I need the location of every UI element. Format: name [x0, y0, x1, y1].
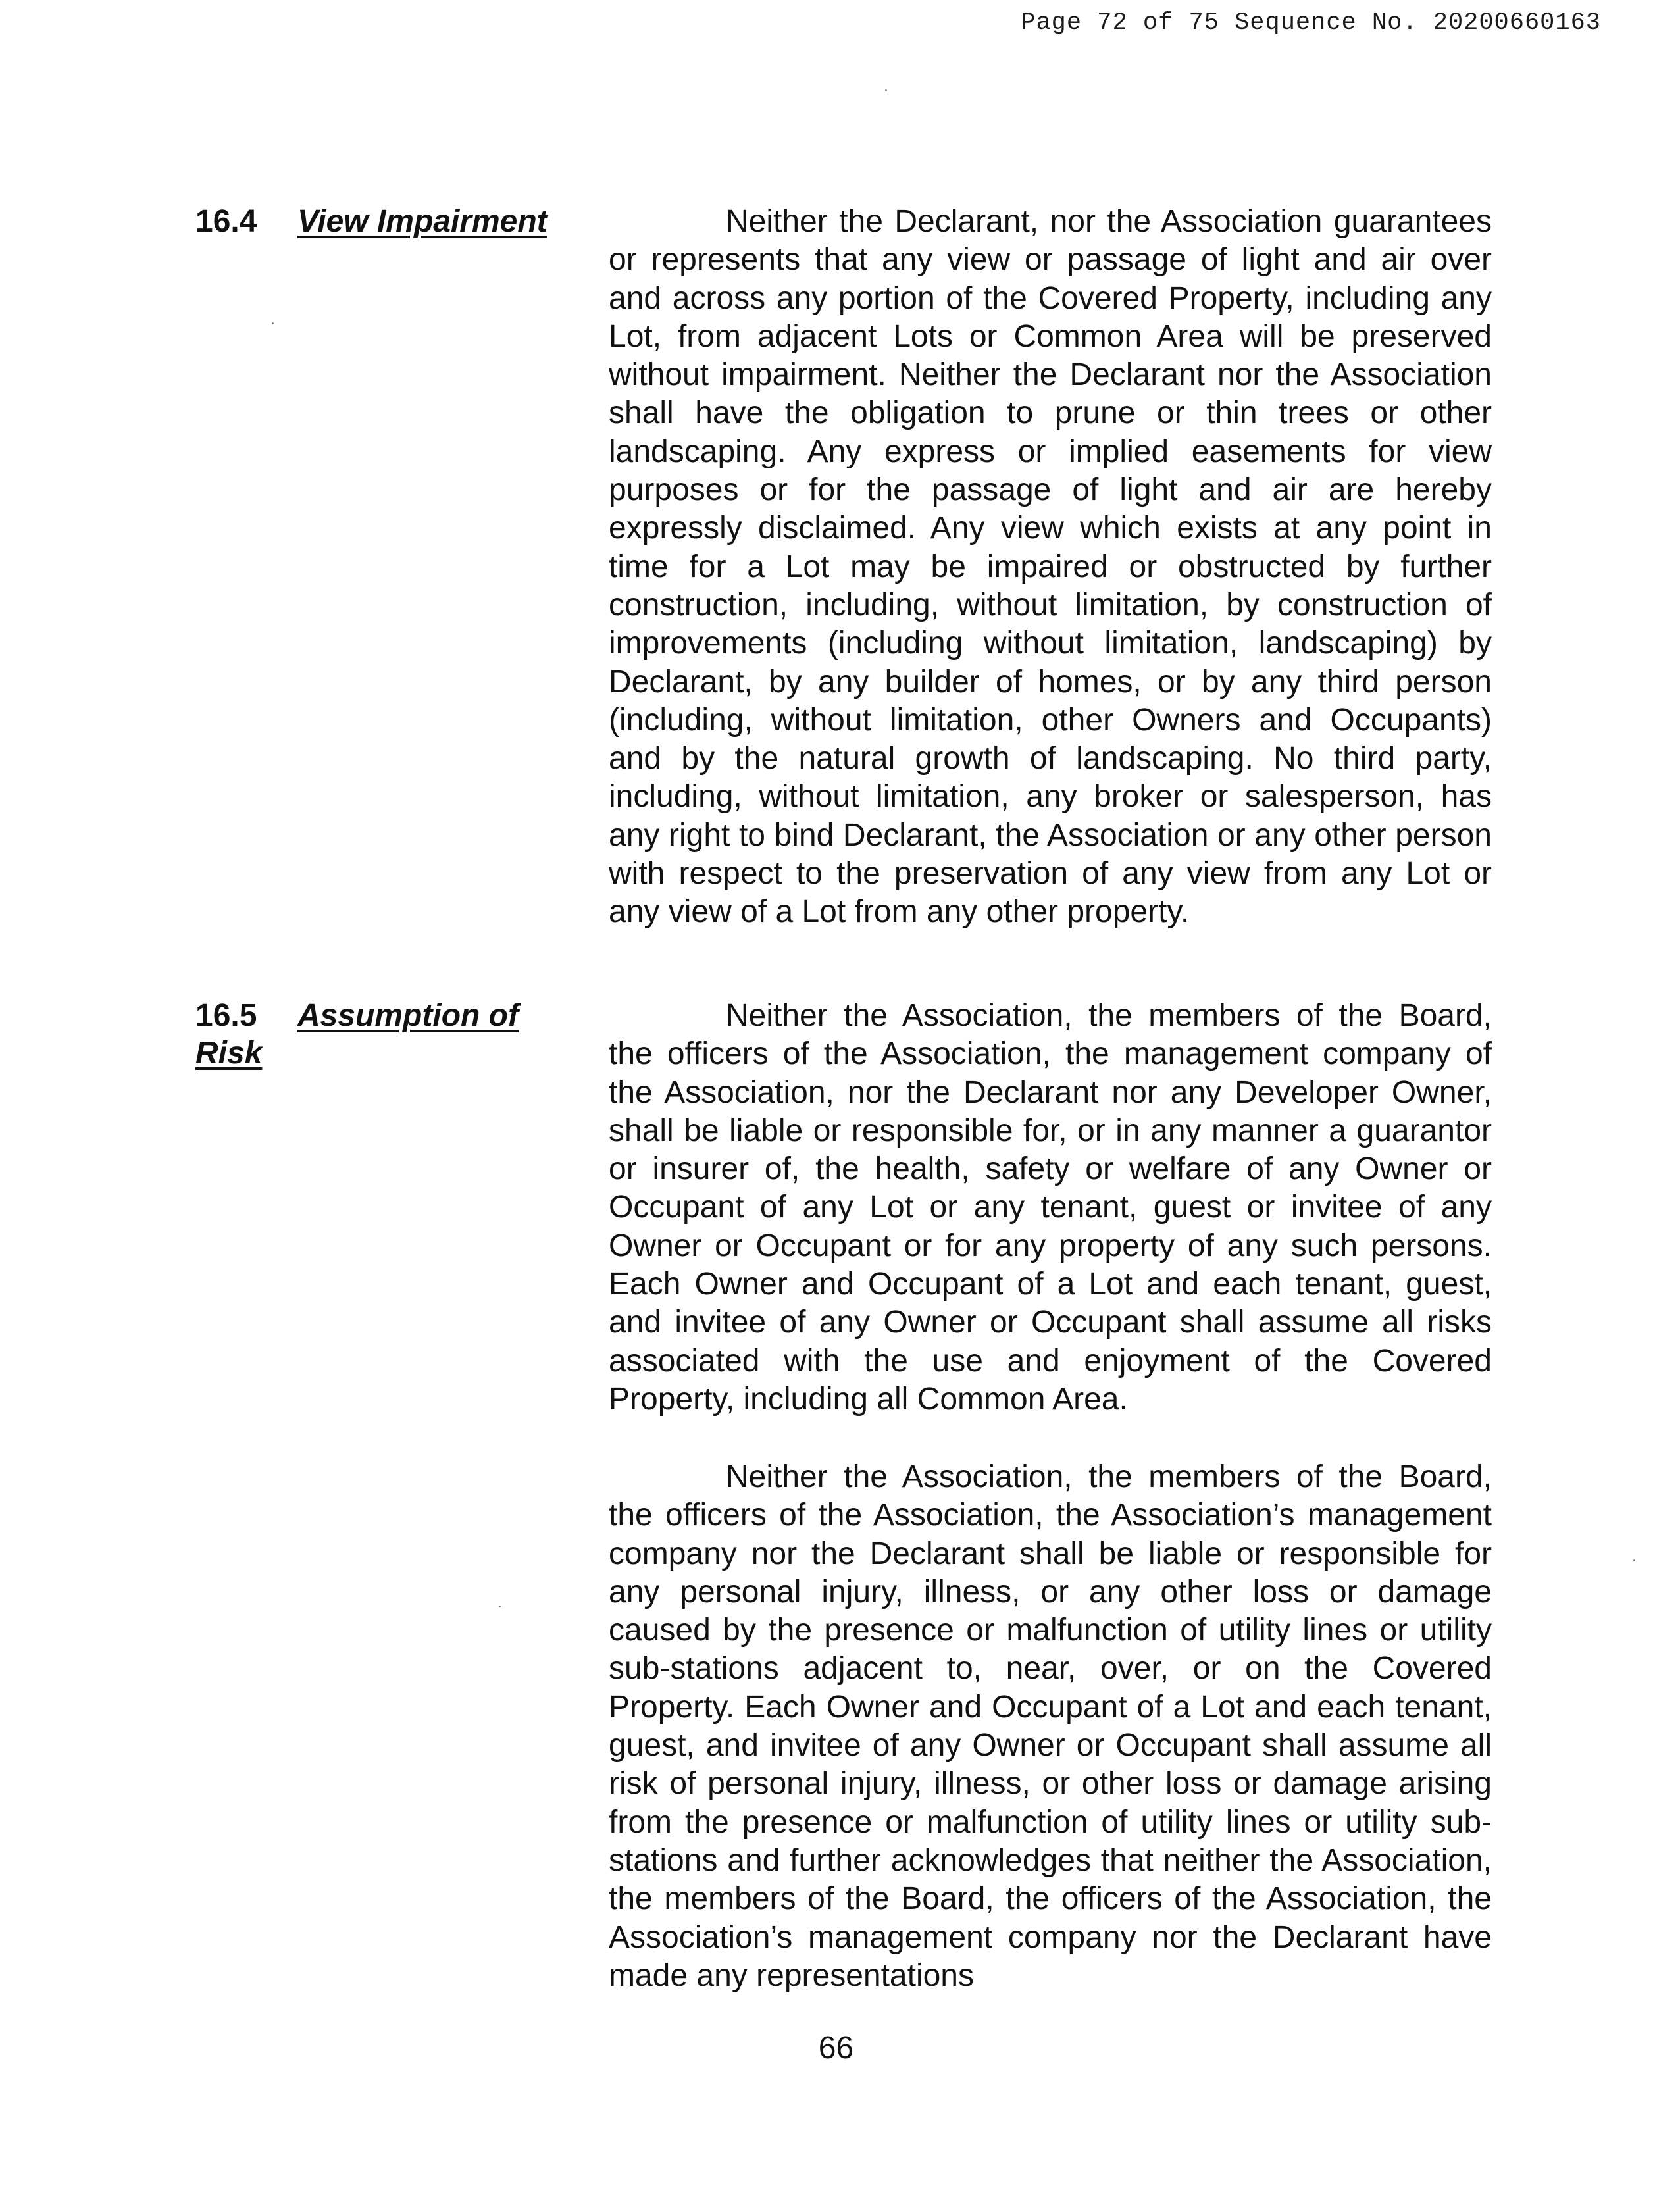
section-paragraph: [609, 997, 1492, 1419]
paragraph-text: Neither the Association, the members of the Board, the officers of the Association, the management company of the Association, nor the Declarant nor any Developer Owner, shall be liable or responsible for, or in any manner a guarantor or insurer of, the health, safety or welfare of any Owner or Occupant of any Lot or any tenant, guest or invitee of any Owner or Occupant or for any property of any such persons. Each Owner and Occupant of a Lot and each tenant, guest, and invitee of any Owner or Occupant shall assume all risks associated with the use and enjoyment of the Covered Property, including all Common Area.: [609, 998, 1492, 1417]
scan-speck: [1633, 1559, 1635, 1561]
page-number-text: 66: [818, 2031, 854, 2065]
section-title: Assumption of Risk: [195, 998, 519, 1071]
scan-speck: [499, 1606, 501, 1607]
section-paragraph: [609, 203, 1492, 932]
section-title: View Impairment: [297, 204, 547, 239]
page-number: [0, 2030, 1680, 2066]
paragraph-text: Neither the Declarant, nor the Association guarantees or represents that any view or passage of light and air over and across any portion of the Covered Property, including any Lot, from adjacent Lots or Common Area will be preserved without impairment. Neither the Declarant nor the Association shall have the obligation to prune or thin trees or other landscaping. Any express or implied easements for view purposes or for the passage of light and air are hereby expressly disclaimed. Any view which exists at any point in time for a Lot may be impaired or obstructed by further construction, including, without limitation, by construction of improvements (including without limitation, landscaping) by Declarant, by any builder of homes, or by any third person (including, without limitation, other Owners and Occupants) and by the natural growth of landscaping. No third party, including, without limitation, any broker or salesperson, has any right to bind Declarant, the Association or any other person with respect to the preservation of any view from any Lot or any view of a Lot from any other property.: [609, 204, 1492, 930]
section-paragraph: [609, 1458, 1492, 1995]
page-header: Page 72 of 75 Sequence No. 20200660163: [1021, 9, 1601, 37]
paragraph-text: Neither the Association, the members of the Board, the officers of the Association, the Association’s management company nor the Declarant shall be liable or responsible for any personal injury, illness, or any other loss or damage caused by the presence or malfunction of utility lines or utility sub-stations adjacent to, near, over, or on the Covered Property. Each Owner and Occupant of a Lot and each tenant, guest, and invitee of any Owner or Occupant shall assume all risk of personal injury, illness, or other loss or damage arising from the presence or malfunction of utility lines or utility sub-stations and further acknowledges that neither the Association, the members of the Board, the officers of the Association, the Association’s management company nor the Declarant have made any representations: [609, 1459, 1492, 1993]
scan-speck: [272, 322, 274, 324]
section-number: 16.4: [195, 204, 257, 239]
scan-speck: [885, 89, 887, 91]
section-number: 16.5: [195, 998, 257, 1033]
